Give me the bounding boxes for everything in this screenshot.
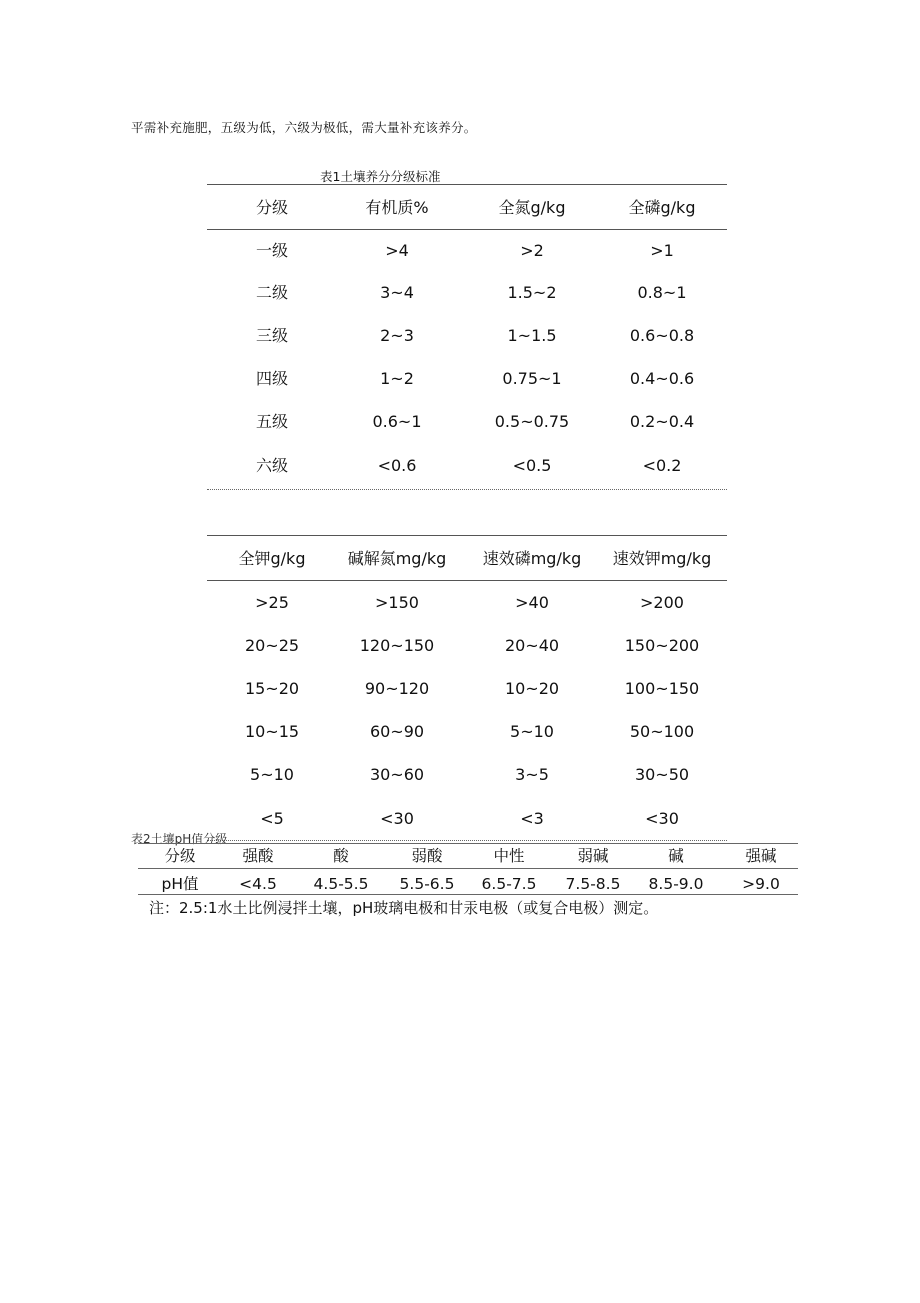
value-cell: <30 <box>380 809 414 828</box>
header-cell: 弱酸 <box>411 847 443 865</box>
header-cell: 中性 <box>493 847 525 865</box>
value-cell: 60~90 <box>369 722 425 741</box>
value-cell: >25 <box>255 593 289 612</box>
table-row <box>207 804 727 834</box>
value-cell: 7.5-8.5 <box>565 875 621 893</box>
value-cell: <30 <box>645 809 679 828</box>
value-cell: <4.5 <box>239 875 277 893</box>
value-cell: 0.2~0.4 <box>629 412 695 431</box>
table1b-top-rule <box>207 535 727 536</box>
value-cell: 50~100 <box>629 722 695 741</box>
header-cell: 碱解氮mg/kg <box>347 549 447 568</box>
value-cell: <0.2 <box>642 456 682 475</box>
value-cell: <3 <box>520 809 544 828</box>
table1-caption: 表1土壤养分分级标准 <box>320 169 441 184</box>
table-row <box>207 364 727 394</box>
value-cell: 90~120 <box>364 679 430 698</box>
grade-cell: 二级 <box>255 283 288 302</box>
value-cell: 30~50 <box>634 765 690 784</box>
value-cell: 10~20 <box>504 679 560 698</box>
value-cell: 0.6~1 <box>372 412 422 431</box>
header-cell: 碱 <box>668 847 684 865</box>
table-row <box>207 321 727 351</box>
table1-bottom-rule <box>207 489 727 490</box>
table2-mid-rule <box>138 868 798 869</box>
table2-top-rule <box>138 843 798 844</box>
table1-top-rule <box>207 184 727 185</box>
value-cell: 0.6~0.8 <box>629 326 695 345</box>
value-cell: 30~60 <box>369 765 425 784</box>
value-cell: 2~3 <box>380 326 414 345</box>
value-cell: 120~150 <box>359 636 435 655</box>
value-cell: 0.4~0.6 <box>629 369 695 388</box>
value-cell: >150 <box>375 593 419 612</box>
table-row <box>207 717 727 747</box>
table-row <box>207 236 727 266</box>
header-cell: 全氮g/kg <box>498 198 566 217</box>
header-cell: 强酸 <box>242 847 274 865</box>
header-cell: 有机质% <box>365 198 429 217</box>
value-cell: >4 <box>385 241 409 260</box>
value-cell: 15~20 <box>244 679 300 698</box>
value-cell: <0.6 <box>377 456 417 475</box>
value-cell: 100~150 <box>624 679 700 698</box>
value-cell: >40 <box>515 593 549 612</box>
value-cell: 20~25 <box>244 636 300 655</box>
value-cell: 20~40 <box>504 636 560 655</box>
value-cell: >2 <box>520 241 544 260</box>
header-cell: 速效钾mg/kg <box>612 549 712 568</box>
value-cell: <0.5 <box>512 456 552 475</box>
header-cell: 酸 <box>333 847 349 865</box>
value-cell: 1~1.5 <box>507 326 557 345</box>
table-row <box>207 278 727 308</box>
intro-paragraph: 平需补充施肥，五级为低，六级为极低，需大量补充该养分。 <box>131 120 477 135</box>
value-cell: 5~10 <box>250 765 294 784</box>
table2-caption: 表2土壤pH值分级 <box>131 832 228 846</box>
table1b-header-row <box>207 544 727 574</box>
value-cell: 6.5-7.5 <box>481 875 537 893</box>
value-cell: 5~10 <box>510 722 554 741</box>
header-cell: 分级 <box>255 198 288 217</box>
value-cell: >200 <box>640 593 684 612</box>
table-row <box>207 631 727 661</box>
header-cell: 全钾g/kg <box>238 549 306 568</box>
table1-header-rule <box>207 229 727 230</box>
value-cell: 0.75~1 <box>502 369 562 388</box>
value-cell: >1 <box>650 241 674 260</box>
table-row <box>207 451 727 481</box>
table2-header-row <box>138 845 798 867</box>
value-cell: 4.5-5.5 <box>313 875 369 893</box>
table2-note: 注：2.5:1水土比例浸拌土壤，pH玻璃电极和甘汞电极（或复合电极）测定。 <box>149 899 659 917</box>
grade-cell: 六级 <box>255 456 288 475</box>
grade-cell: 三级 <box>255 326 288 345</box>
value-cell: 0.5~0.75 <box>494 412 570 431</box>
value-cell: 3~4 <box>380 283 414 302</box>
table2-value-row <box>138 873 798 895</box>
value-cell: 5.5-6.5 <box>399 875 455 893</box>
table-row <box>207 407 727 437</box>
table-row <box>207 588 727 618</box>
table-row <box>207 760 727 790</box>
table1-header-row <box>207 193 727 223</box>
value-cell: pH值 <box>161 875 199 893</box>
table2-bottom-rule <box>138 894 798 895</box>
value-cell: 3~5 <box>515 765 549 784</box>
header-cell: 弱碱 <box>577 847 609 865</box>
table-row <box>207 674 727 704</box>
header-cell: 强碱 <box>745 847 777 865</box>
table1b-header-rule <box>207 580 727 581</box>
value-cell: 1.5~2 <box>507 283 557 302</box>
value-cell: >9.0 <box>742 875 780 893</box>
value-cell: <5 <box>260 809 284 828</box>
value-cell: 10~15 <box>244 722 300 741</box>
value-cell: 1~2 <box>380 369 414 388</box>
grade-cell: 一级 <box>255 241 288 260</box>
grade-cell: 五级 <box>255 412 288 431</box>
value-cell: 8.5-9.0 <box>648 875 704 893</box>
value-cell: 0.8~1 <box>637 283 687 302</box>
value-cell: 150~200 <box>624 636 700 655</box>
table1b-bottom-rule <box>207 840 727 841</box>
header-cell: 全磷g/kg <box>628 198 696 217</box>
header-cell: 分级 <box>164 847 196 865</box>
grade-cell: 四级 <box>255 369 288 388</box>
header-cell: 速效磷mg/kg <box>482 549 582 568</box>
